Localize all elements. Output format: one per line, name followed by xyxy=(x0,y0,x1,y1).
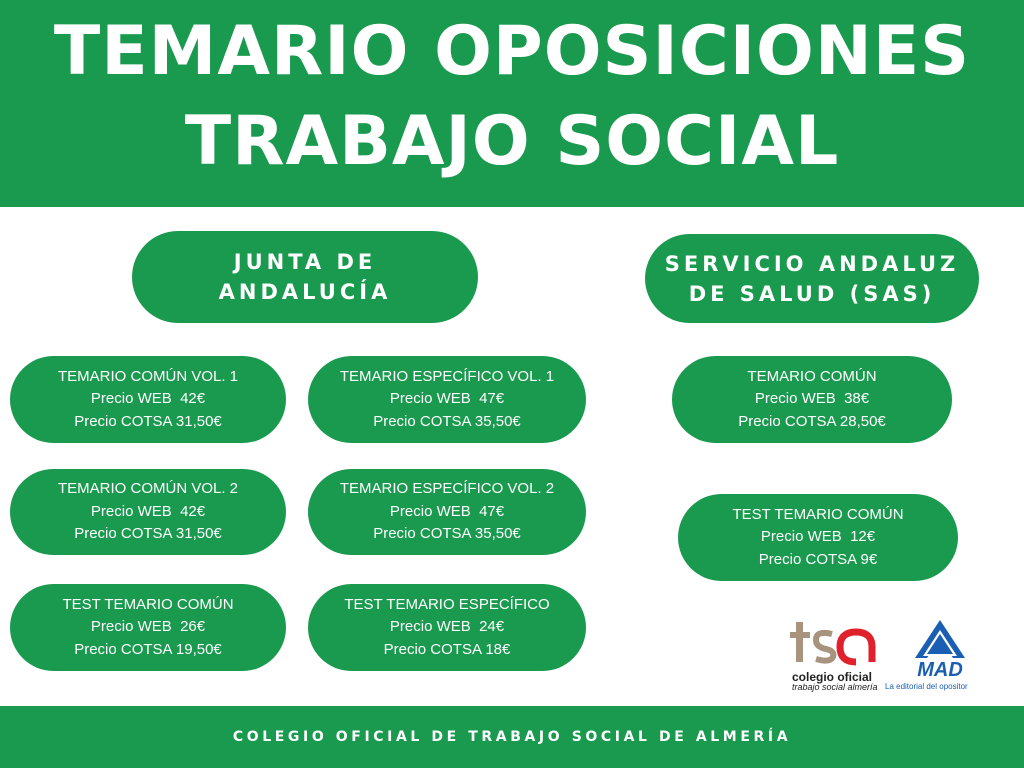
header-banner xyxy=(0,0,1024,207)
card-price-web: Precio WEB 12€ xyxy=(760,528,876,546)
card-price-cotsa: Precio COTSA 19,50€ xyxy=(74,640,222,658)
page-title-line1: TEMARIO OPOSICIONES xyxy=(53,12,971,91)
card-price-cotsa: Precio COTSA 28,50€ xyxy=(738,412,886,430)
card-title: TEMARIO COMÚN xyxy=(747,367,877,385)
tsa-logo-line1: colegio oficial xyxy=(792,670,873,684)
card-price-cotsa: Precio COTSA 18€ xyxy=(383,640,511,658)
card-title: TEST TEMARIO COMÚN xyxy=(62,595,234,613)
card-test-temario-comun xyxy=(10,584,286,671)
card-price-cotsa: Precio COTSA 35,50€ xyxy=(373,412,521,430)
card-price-web: Precio WEB 24€ xyxy=(389,618,505,636)
card-temario-comun-vol1 xyxy=(10,356,286,443)
card-temario-especifico-vol1 xyxy=(308,356,586,443)
mad-tagline: La editorial del opositor xyxy=(885,682,968,691)
card-temario-comun-vol2 xyxy=(10,469,286,555)
section-sas xyxy=(645,234,979,323)
card-price-web: Precio WEB 38€ xyxy=(754,390,870,408)
card-price-cotsa: Precio COTSA 31,50€ xyxy=(74,412,222,430)
section-junta-de-andalucia xyxy=(132,231,478,323)
mad-logo-icon xyxy=(905,618,975,680)
card-title: TEST TEMARIO ESPECÍFICO xyxy=(344,595,550,613)
card-test-temario-especifico xyxy=(308,584,586,671)
card-price-cotsa: Precio COTSA 31,50€ xyxy=(74,525,222,543)
card-price-cotsa: Precio COTSA 35,50€ xyxy=(373,525,521,543)
card-price-web: Precio WEB 47€ xyxy=(389,390,505,408)
page-title-line2: TRABAJO SOCIAL xyxy=(184,102,840,181)
card-price-web: Precio WEB 42€ xyxy=(90,502,206,520)
card-sas-temario-comun xyxy=(672,356,952,443)
card-title: TEMARIO COMÚN VOL. 1 xyxy=(57,367,239,385)
section-sas-label: SERVICIO ANDALUZ DE SALUD (SAS) xyxy=(664,251,960,306)
card-temario-especifico-vol2 xyxy=(308,469,586,555)
card-sas-test-temario-comun xyxy=(678,494,958,581)
mad-logo-text: MAD xyxy=(917,659,963,680)
card-price-web: Precio WEB 47€ xyxy=(389,502,505,520)
card-price-web: Precio WEB 42€ xyxy=(90,390,206,408)
card-title: TEST TEMARIO COMÚN xyxy=(732,505,904,523)
footer-text: COLEGIO OFICIAL DE TRABAJO SOCIAL DE ALMERÍA xyxy=(232,729,792,745)
card-title: TEMARIO ESPECÍFICO VOL. 2 xyxy=(339,480,555,498)
card-price-web: Precio WEB 26€ xyxy=(90,618,206,636)
card-title: TEMARIO ESPECÍFICO VOL. 1 xyxy=(339,367,555,385)
footer-bar xyxy=(0,706,1024,768)
card-price-cotsa: Precio COTSA 9€ xyxy=(758,550,878,568)
section-junta-label: JUNTA DE ANDALUCÍA xyxy=(218,250,392,304)
card-title: TEMARIO COMÚN VOL. 2 xyxy=(57,480,239,498)
tsa-logo-line2: trabajo social almería xyxy=(792,682,878,692)
